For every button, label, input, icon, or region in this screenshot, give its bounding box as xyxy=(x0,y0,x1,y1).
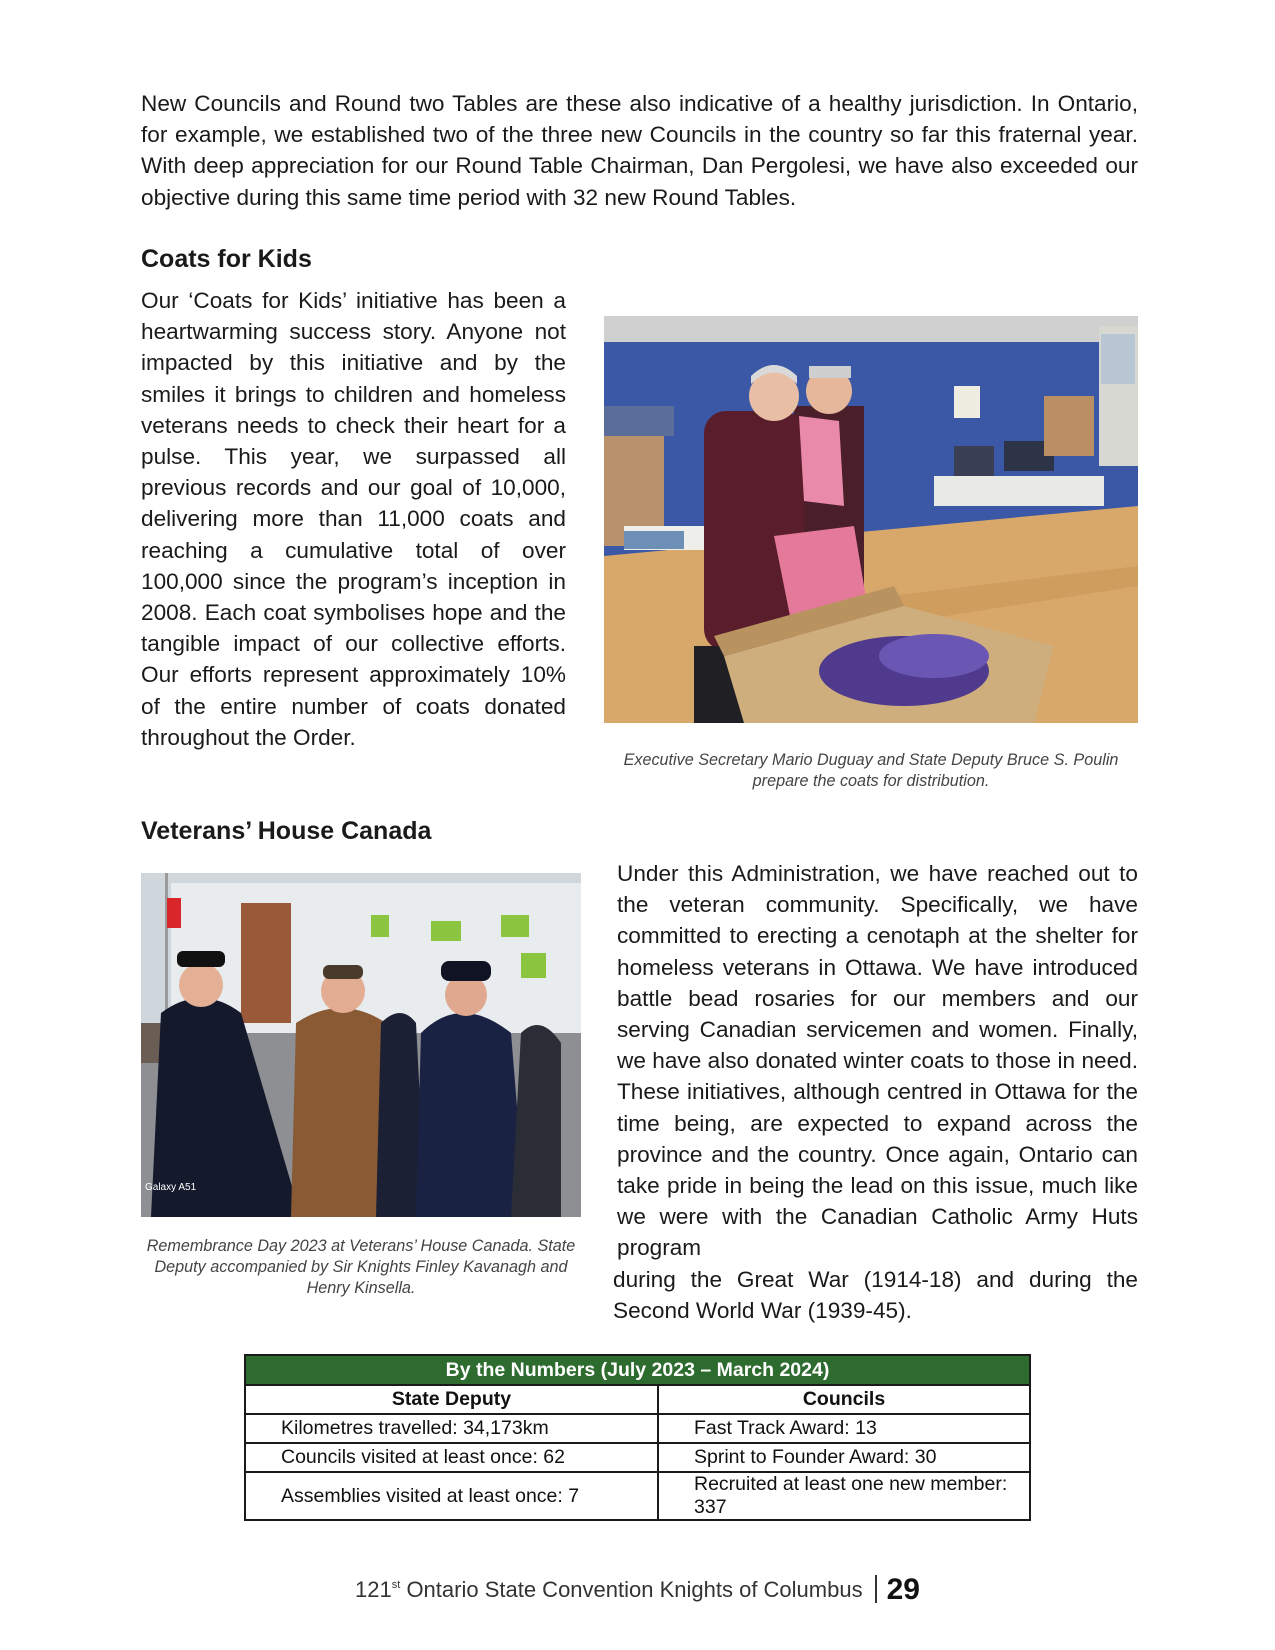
table-row xyxy=(245,1472,1030,1520)
table-cell: Recruited at least one new member: 337 xyxy=(658,1472,1030,1520)
table-cell: Fast Track Award: 13 xyxy=(658,1414,1030,1443)
table-cell: Councils visited at least once: 62 xyxy=(245,1443,658,1472)
veterans-paragraph-main: Under this Administration, we have reached out to the veteran community. Specifically, we have committed to erecting a cenotaph at the shelter for homeless veterans in Ottawa. We have introduced battle bead rosaries for our members and our serving Canadian servicemen and women. Finally, we have also donated winter coats to those in need. These initiatives, although centred in Ottawa for the time being, are expected to expand across the province and the country. Once again, Ontario can take pride in being the lead on this issue, much like we were with the Canadian Catholic Army Huts program xyxy=(617,861,1138,1261)
coats-photo-caption: Executive Secretary Mario Duguay and State Deputy Bruce S. Poulin prepare the coats for distribution. xyxy=(623,751,1119,790)
veterans-house-paragraph xyxy=(613,858,1138,1326)
column-header-state-deputy: State Deputy xyxy=(245,1385,658,1414)
coats-for-kids-paragraph: Our ‘Coats for Kids’ initiative has been a heartwarming success story. Anyone not impacted by this initiative and by the smiles it brings to children and homeless veterans needs to check their heart for a pulse. This year, we surpassed all previous records and our goal of 10,000, delivering more than 11,000 coats and reaching a cumulative total of over 100,000 since the program’s inception in 2008. Each coat symbolises hope and the tangible impact of our collective efforts. Our efforts represent approximately 10% of the entire number of coats donated throughout the Order. xyxy=(141,288,566,750)
remembrance-photo-caption: Remembrance Day 2023 at Veterans’ House Canada. State Deputy accompanied by Sir Knights Finley Kavanagh and Henry Kinsella. xyxy=(146,1237,576,1297)
photo-watermark: Galaxy A51 xyxy=(145,1182,197,1193)
footer-text: Ontario State Convention Knights of Columbus xyxy=(406,1577,863,1602)
remembrance-day-photo xyxy=(141,873,581,1217)
footer-convention-number: 121 xyxy=(355,1577,392,1602)
coats-for-kids-heading: Coats for Kids xyxy=(141,245,312,273)
intro-paragraph: New Councils and Round two Tables are these also indicative of a healthy jurisdiction. In Ontario, for example, we established two of the three new Councils in the country so far this fraternal year. With deep appreciation for our Round Table Chairman, Dan Pergolesi, we have also exceeded our objective during this same time period with 32 new Round Tables. xyxy=(141,91,1138,210)
by-the-numbers-table xyxy=(244,1354,1031,1521)
table-cell: Assemblies visited at least once: 7 xyxy=(245,1472,658,1520)
page-number: 29 xyxy=(886,1573,920,1606)
table-cell: Sprint to Founder Award: 30 xyxy=(658,1443,1030,1472)
table-row xyxy=(245,1414,1030,1443)
coats-distribution-photo xyxy=(604,316,1138,723)
footer-divider xyxy=(875,1575,877,1603)
footer-ordinal: st xyxy=(391,1579,401,1591)
table-cell: Kilometres travelled: 34,173km xyxy=(245,1414,658,1443)
veterans-house-heading: Veterans’ House Canada xyxy=(141,817,432,845)
page-footer xyxy=(0,1573,1275,1607)
table-title: By the Numbers (July 2023 – March 2024) xyxy=(245,1355,1030,1385)
table-row xyxy=(245,1443,1030,1472)
column-header-councils: Councils xyxy=(658,1385,1030,1414)
veterans-paragraph-end: during the Great War (1914-18) and during the Second World War (1939-45). xyxy=(613,1266,1138,1323)
